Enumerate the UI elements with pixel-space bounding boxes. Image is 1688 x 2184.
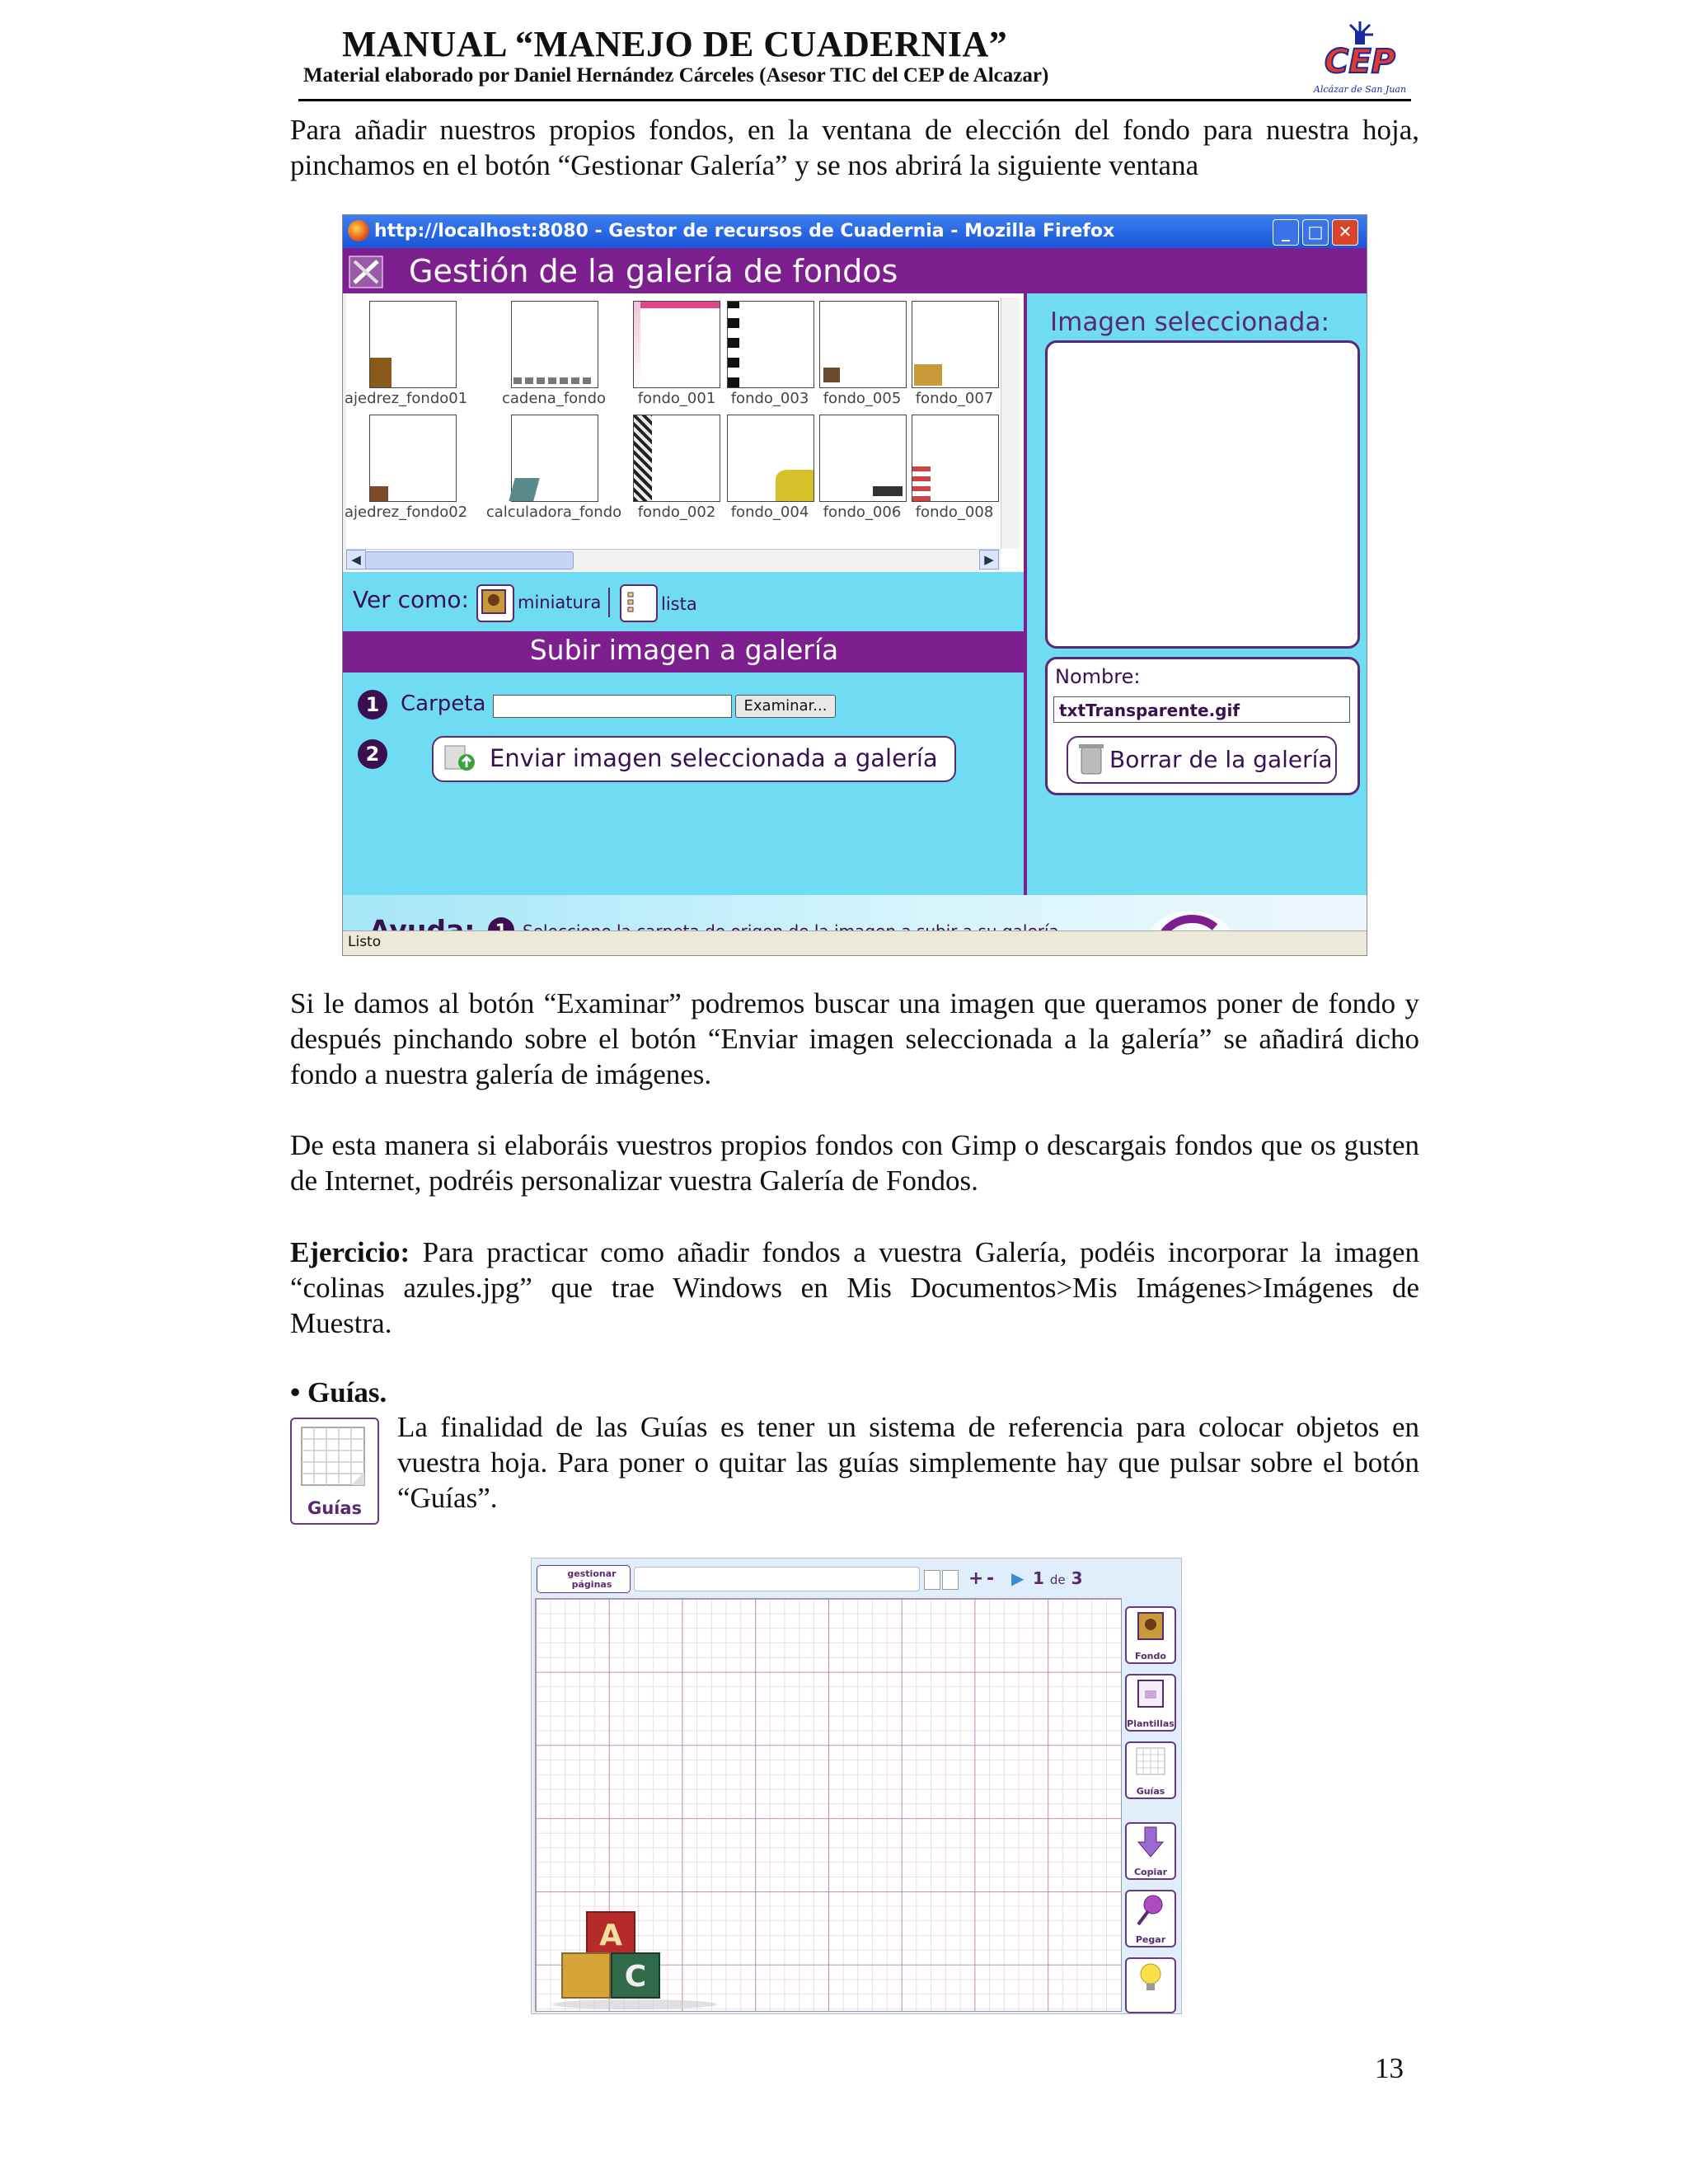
thumbnail[interactable]	[369, 415, 457, 502]
gallery-vertical-scrollbar[interactable]	[1001, 298, 1020, 549]
view-as-label: Ver como:	[353, 586, 469, 613]
arrow-down-icon	[1127, 1824, 1175, 1862]
picture-icon	[1127, 1608, 1175, 1646]
view-separator	[608, 588, 610, 617]
grid-icon	[292, 1419, 377, 1498]
firefox-icon	[348, 220, 369, 241]
svg-text:C: C	[624, 1960, 647, 1994]
gestionar-paginas-label: gestionar páginas	[567, 1568, 617, 1590]
exercise-label: Ejercicio:	[290, 1236, 410, 1268]
carpeta-label: Carpeta	[401, 691, 486, 716]
thumbnail-label: fondo_008	[915, 504, 994, 521]
cep-logo-caption: Alcázar de San Juan	[1313, 84, 1407, 95]
guias-side-label: Guías	[1136, 1786, 1165, 1797]
selected-image-preview	[1045, 340, 1360, 649]
examinar-paragraph: Si le damos al botón “Examinar” podremos buscar una imagen que queramos poner de fondo y después pinchando sobre el botón “Enviar imagen seleccionada a la galería” se añadirá dicho fondo a nuestra galería de imágenes.	[290, 987, 1419, 1090]
page-of: de	[1049, 1572, 1066, 1587]
nombre-label: Nombre:	[1055, 665, 1141, 688]
page-indicator	[1033, 1568, 1083, 1588]
close-button[interactable]: ✕	[1332, 219, 1358, 246]
copiar-label: Copiar	[1133, 1867, 1168, 1877]
grid-icon	[1127, 1743, 1175, 1781]
page-thumb-icon[interactable]	[924, 1570, 940, 1590]
manual-subtitle: Material elaborado por Daniel Hernández Cárceles (Asesor TIC del CEP de Alcazar)	[303, 64, 1049, 87]
page-strip	[634, 1567, 920, 1591]
thumbnail-label: ajedrez_fondo01	[345, 390, 468, 407]
carpeta-input[interactable]	[493, 695, 732, 718]
thumbnail[interactable]	[727, 415, 814, 502]
thumbnail-label: fondo_005	[823, 390, 902, 407]
upload-icon	[443, 743, 476, 772]
guias-button-label: Guías	[307, 1498, 363, 1518]
cuadernia-editor-screenshot	[531, 1558, 1182, 2014]
thumbnail-label: ajedrez_fondo02	[345, 504, 468, 521]
thumbnail-label: fondo_001	[637, 390, 716, 407]
thumbnail[interactable]	[369, 301, 457, 388]
list-icon	[621, 586, 653, 617]
guias-heading: • Guías.	[290, 1376, 387, 1408]
plantillas-label: Plantillas	[1127, 1718, 1175, 1729]
thumbnail[interactable]	[727, 301, 814, 388]
cep-logo-text: CEP	[1325, 43, 1395, 81]
thumbnail[interactable]	[912, 301, 999, 388]
thumbnail-label: fondo_003	[730, 390, 809, 407]
thumbnail[interactable]	[633, 301, 720, 388]
cep-logo	[1311, 16, 1409, 99]
left-panel	[343, 572, 1025, 895]
guias-paragraph: La finalidad de las Guías es tener un sistema de referencia para colocar objetos en vuestra hoja. Para poner o quitar las guías simplemente hay que pulsar sobre el botón “Guías”.	[397, 1411, 1419, 1514]
thumbnail[interactable]	[819, 415, 907, 502]
lista-view-button[interactable]	[620, 584, 658, 622]
picture-icon	[478, 586, 509, 617]
step-2-badge: 2	[358, 739, 387, 769]
thumbnail[interactable]	[511, 301, 598, 388]
thumbnail[interactable]	[912, 415, 999, 502]
selected-image-label: Imagen seleccionada:	[1050, 307, 1329, 337]
scroll-left-icon[interactable]: ◀	[346, 550, 366, 569]
personalize-paragraph: De esta manera si elaboráis vuestros propios fondos con Gimp o descargais fondos que os gusten de Internet, podréis personalizar vuestra Galería de Fondos.	[290, 1129, 1419, 1197]
trash-icon	[1076, 741, 1106, 776]
thumbnail[interactable]	[633, 415, 720, 502]
borrar-button-label: Borrar de la galería	[1109, 746, 1333, 773]
miniatura-view-button[interactable]	[476, 584, 514, 622]
thumbnail-label: cadena_fondo	[501, 390, 607, 407]
remove-page-icon[interactable]: -	[987, 1568, 995, 1589]
intro-paragraph: Para añadir nuestros propios fondos, en la ventana de elección del fondo para nuestra hoja, pinchamos en el botón “Gestionar Galería” y se nos abrirá la siguiente ventana	[290, 114, 1419, 181]
window-title: http://localhost:8080 - Gestor de recursos de Cuadernia - Mozilla Firefox	[374, 221, 1115, 241]
status-bar	[343, 930, 1367, 956]
next-page-icon[interactable]: ▶	[1011, 1568, 1025, 1588]
status-text: Listo	[348, 934, 382, 950]
panel-divider	[1024, 293, 1027, 895]
header-rule	[298, 99, 1411, 101]
upload-header: Subir imagen a galería	[529, 634, 839, 666]
pegar-label: Pegar	[1135, 1934, 1166, 1945]
step-1-badge: 1	[358, 690, 387, 719]
pin-icon	[1127, 1891, 1175, 1929]
gallery-manager-window	[342, 214, 1367, 956]
manual-title: MANUAL “MANEJO DE CUADERNIA”	[342, 24, 1008, 64]
minimize-button[interactable]: _	[1273, 219, 1299, 246]
page-thumb-icon[interactable]	[942, 1570, 959, 1590]
thumbnail-label: fondo_002	[637, 504, 716, 521]
lightbulb-icon	[1127, 1959, 1175, 1997]
template-icon	[1127, 1675, 1175, 1713]
nombre-input[interactable]: txtTransparente.gif	[1053, 696, 1350, 723]
guides-grid-canvas[interactable]	[535, 1598, 1122, 2012]
scroll-right-icon[interactable]: ▶	[979, 550, 999, 569]
page-current: 1	[1033, 1568, 1044, 1588]
thumbnail-label: fondo_006	[823, 504, 902, 521]
maximize-button[interactable]: □	[1302, 219, 1329, 246]
app-title: Gestión de la galería de fondos	[409, 253, 898, 289]
add-page-icon[interactable]: +	[968, 1568, 984, 1589]
idea-button[interactable]	[1125, 1957, 1176, 2013]
page-number: 13	[1375, 2052, 1404, 2084]
thumbnail[interactable]	[511, 415, 598, 502]
thumbnail[interactable]	[819, 301, 907, 388]
gestionar-paginas-button[interactable]	[537, 1565, 631, 1593]
svg-text:A: A	[599, 1919, 622, 1952]
lista-label: lista	[661, 594, 697, 614]
scrollbar-thumb[interactable]	[364, 551, 574, 569]
enviar-button-label: Enviar imagen seleccionada a galería	[490, 744, 938, 772]
exercise-text: Para practicar como añadir fondos a vuestra Galería, podéis incorporar la imagen “colinas azules.jpg” que trae Windows en Mis Documentos>Mis Imágenes>Imágenes de Muestra.	[290, 1236, 1419, 1339]
thumbnail-label: fondo_007	[915, 390, 994, 407]
exercise-paragraph	[290, 1235, 1419, 1341]
page-total: 3	[1071, 1568, 1083, 1588]
thumbnail-label: fondo_004	[730, 504, 809, 521]
fondo-label: Fondo	[1135, 1651, 1166, 1661]
examinar-button[interactable]: Examinar...	[735, 695, 836, 718]
miniatura-label: miniatura	[518, 593, 602, 612]
tools-icon	[348, 255, 384, 289]
thumbnail-label: calculadora_fondo	[485, 504, 622, 521]
